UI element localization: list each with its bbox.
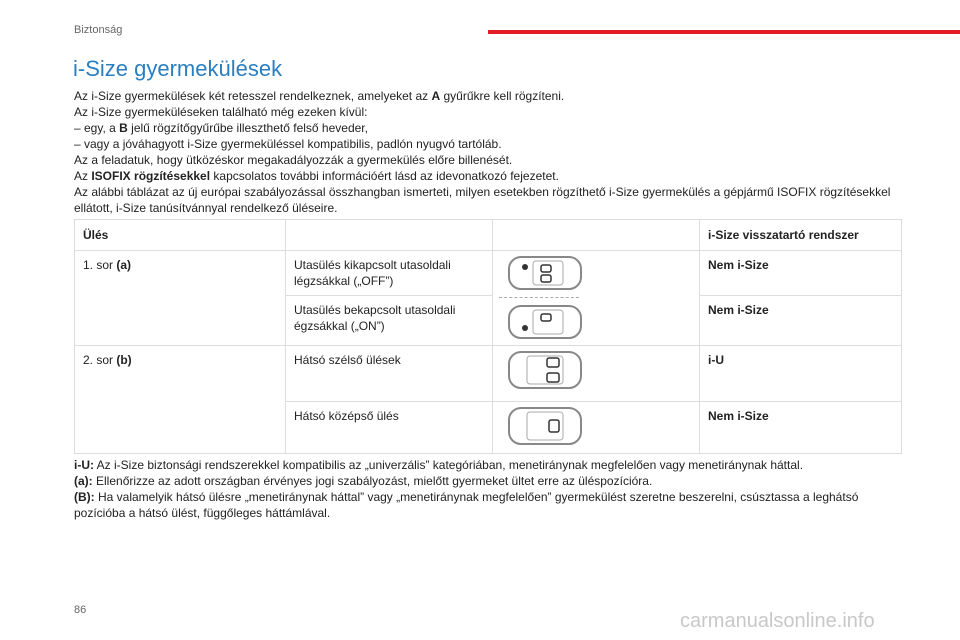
seat-cell xyxy=(75,346,286,454)
header-restraint: i-Size visszatartó rendszer xyxy=(700,220,902,251)
car-diagram-rear-middle xyxy=(505,404,585,448)
car-diagram-front-on xyxy=(505,302,585,342)
table-row xyxy=(75,346,902,402)
restraint-cell xyxy=(700,402,902,454)
text: Ellenőrizze az adott országban érvényes jogi szabályozást, mielőtt gyermeket ültet erre az üléspozícióra. xyxy=(92,474,653,488)
footnote-ref: (b) xyxy=(116,353,132,367)
header-seat: Ülés xyxy=(75,220,286,251)
table-row xyxy=(75,251,902,296)
intro-paragraph-6 xyxy=(74,168,904,184)
footnotes xyxy=(74,457,904,521)
table-header-row xyxy=(75,220,902,251)
page-number: 86 xyxy=(74,604,87,616)
header-desc xyxy=(286,220,493,251)
car-diagram-rear-outer xyxy=(505,348,585,392)
rear-outer-diagram-cell xyxy=(493,346,700,402)
isofix-ref: ISOFIX rögzítésekkel xyxy=(91,169,211,183)
text: gyűrűkre kell rögzíteni. xyxy=(440,89,565,103)
text: Az i-Size biztonsági rendszerekkel kompatibilis az „univerzális” kategóriában, menetiránynak megfelelően vagy menetiránynak háttal. xyxy=(94,458,804,472)
restraint-cell xyxy=(700,296,902,346)
front-seat-diagram-cell xyxy=(493,251,700,346)
header-image xyxy=(493,220,700,251)
page-title: i-Size gyermekülések xyxy=(73,56,283,81)
rear-middle-diagram-cell xyxy=(493,402,700,454)
intro-paragraph-3 xyxy=(74,120,904,136)
desc-cell: Utasülés bekapcsolt utasoldali égzsákkal („ON”) xyxy=(286,296,493,346)
restraint-cell xyxy=(700,251,902,296)
desc-cell: Hátsó szélső ülések xyxy=(286,346,493,402)
text: Az xyxy=(74,169,92,183)
restraint-cell xyxy=(700,346,902,402)
text: jelű rögzítőgyűrűbe illeszthető felső heveder, xyxy=(127,121,368,135)
restraint-value: Nem i-Size xyxy=(708,409,769,423)
footnote-a xyxy=(74,473,904,489)
footnote-label: i-U: xyxy=(74,458,94,472)
footnote-label: (B): xyxy=(74,490,95,504)
intro-paragraph-4: – vagy a jóváhagyott i-Size gyermeküléssel kompatibilis, padlón nyugvó tartóláb. xyxy=(74,137,502,151)
car-diagram-front-off xyxy=(505,253,585,293)
intro-paragraph-7: Az alábbi táblázat az új európai szabályozással összhangban ismerteti, milyen esetekben rögzíthető i-Size gyermekülés a gépjármű ISOFIX rögzítésekkel ellátott, i-Size tanúsítvánnyal rendelkező üléseire. xyxy=(74,185,891,215)
restraint-value: Nem i-Size xyxy=(708,303,769,317)
text: 2. sor xyxy=(83,353,117,367)
text: Az i-Size gyermekülések két retesszel rendelkeznek, amelyeket az xyxy=(74,89,432,103)
text: Ha valamelyik hátsó ülésre „menetiránynak háttal” vagy „menetiránynak megfelelően” gyermekülést szeretne beszerelni, csúsztassa a leghátsó pozícióba a hátsó ülést, függőleges háttámlával. xyxy=(74,490,859,520)
desc-cell: Hátsó középső ülés xyxy=(286,402,493,454)
intro-paragraph-2: Az i-Size gyermeküléseken található még ezeken kívül: xyxy=(74,105,368,119)
footnote-ref: (a) xyxy=(116,258,132,272)
section-title: Biztonság xyxy=(74,24,123,36)
intro-paragraph-1 xyxy=(74,88,904,104)
watermark: carmanualsonline.info xyxy=(680,610,875,632)
footnote-iu xyxy=(74,457,904,473)
restraint-value: i-U xyxy=(708,353,724,367)
seat-cell xyxy=(75,251,286,346)
text: kapcsolatos további információért lásd az idevonatkozó fejezetet. xyxy=(210,169,559,183)
desc-cell: Utasülés kikapcsolt utasoldali légzsákkal („OFF”) xyxy=(286,251,493,296)
footnote-label: (a): xyxy=(74,474,93,488)
text: 1. sor xyxy=(83,258,117,272)
intro-paragraph-5: Az a feladatuk, hogy ütközéskor megakadályozzák a gyermekülés előre billenését. xyxy=(74,153,513,167)
text: – egy, a xyxy=(74,121,120,135)
intro-text xyxy=(74,88,904,216)
footnote-b xyxy=(74,489,904,521)
isize-table xyxy=(74,219,902,454)
ring-label-a: A xyxy=(431,89,441,103)
restraint-value: Nem i-Size xyxy=(708,258,769,272)
header-red-bar xyxy=(488,30,960,34)
ring-label-b: B xyxy=(119,121,128,135)
